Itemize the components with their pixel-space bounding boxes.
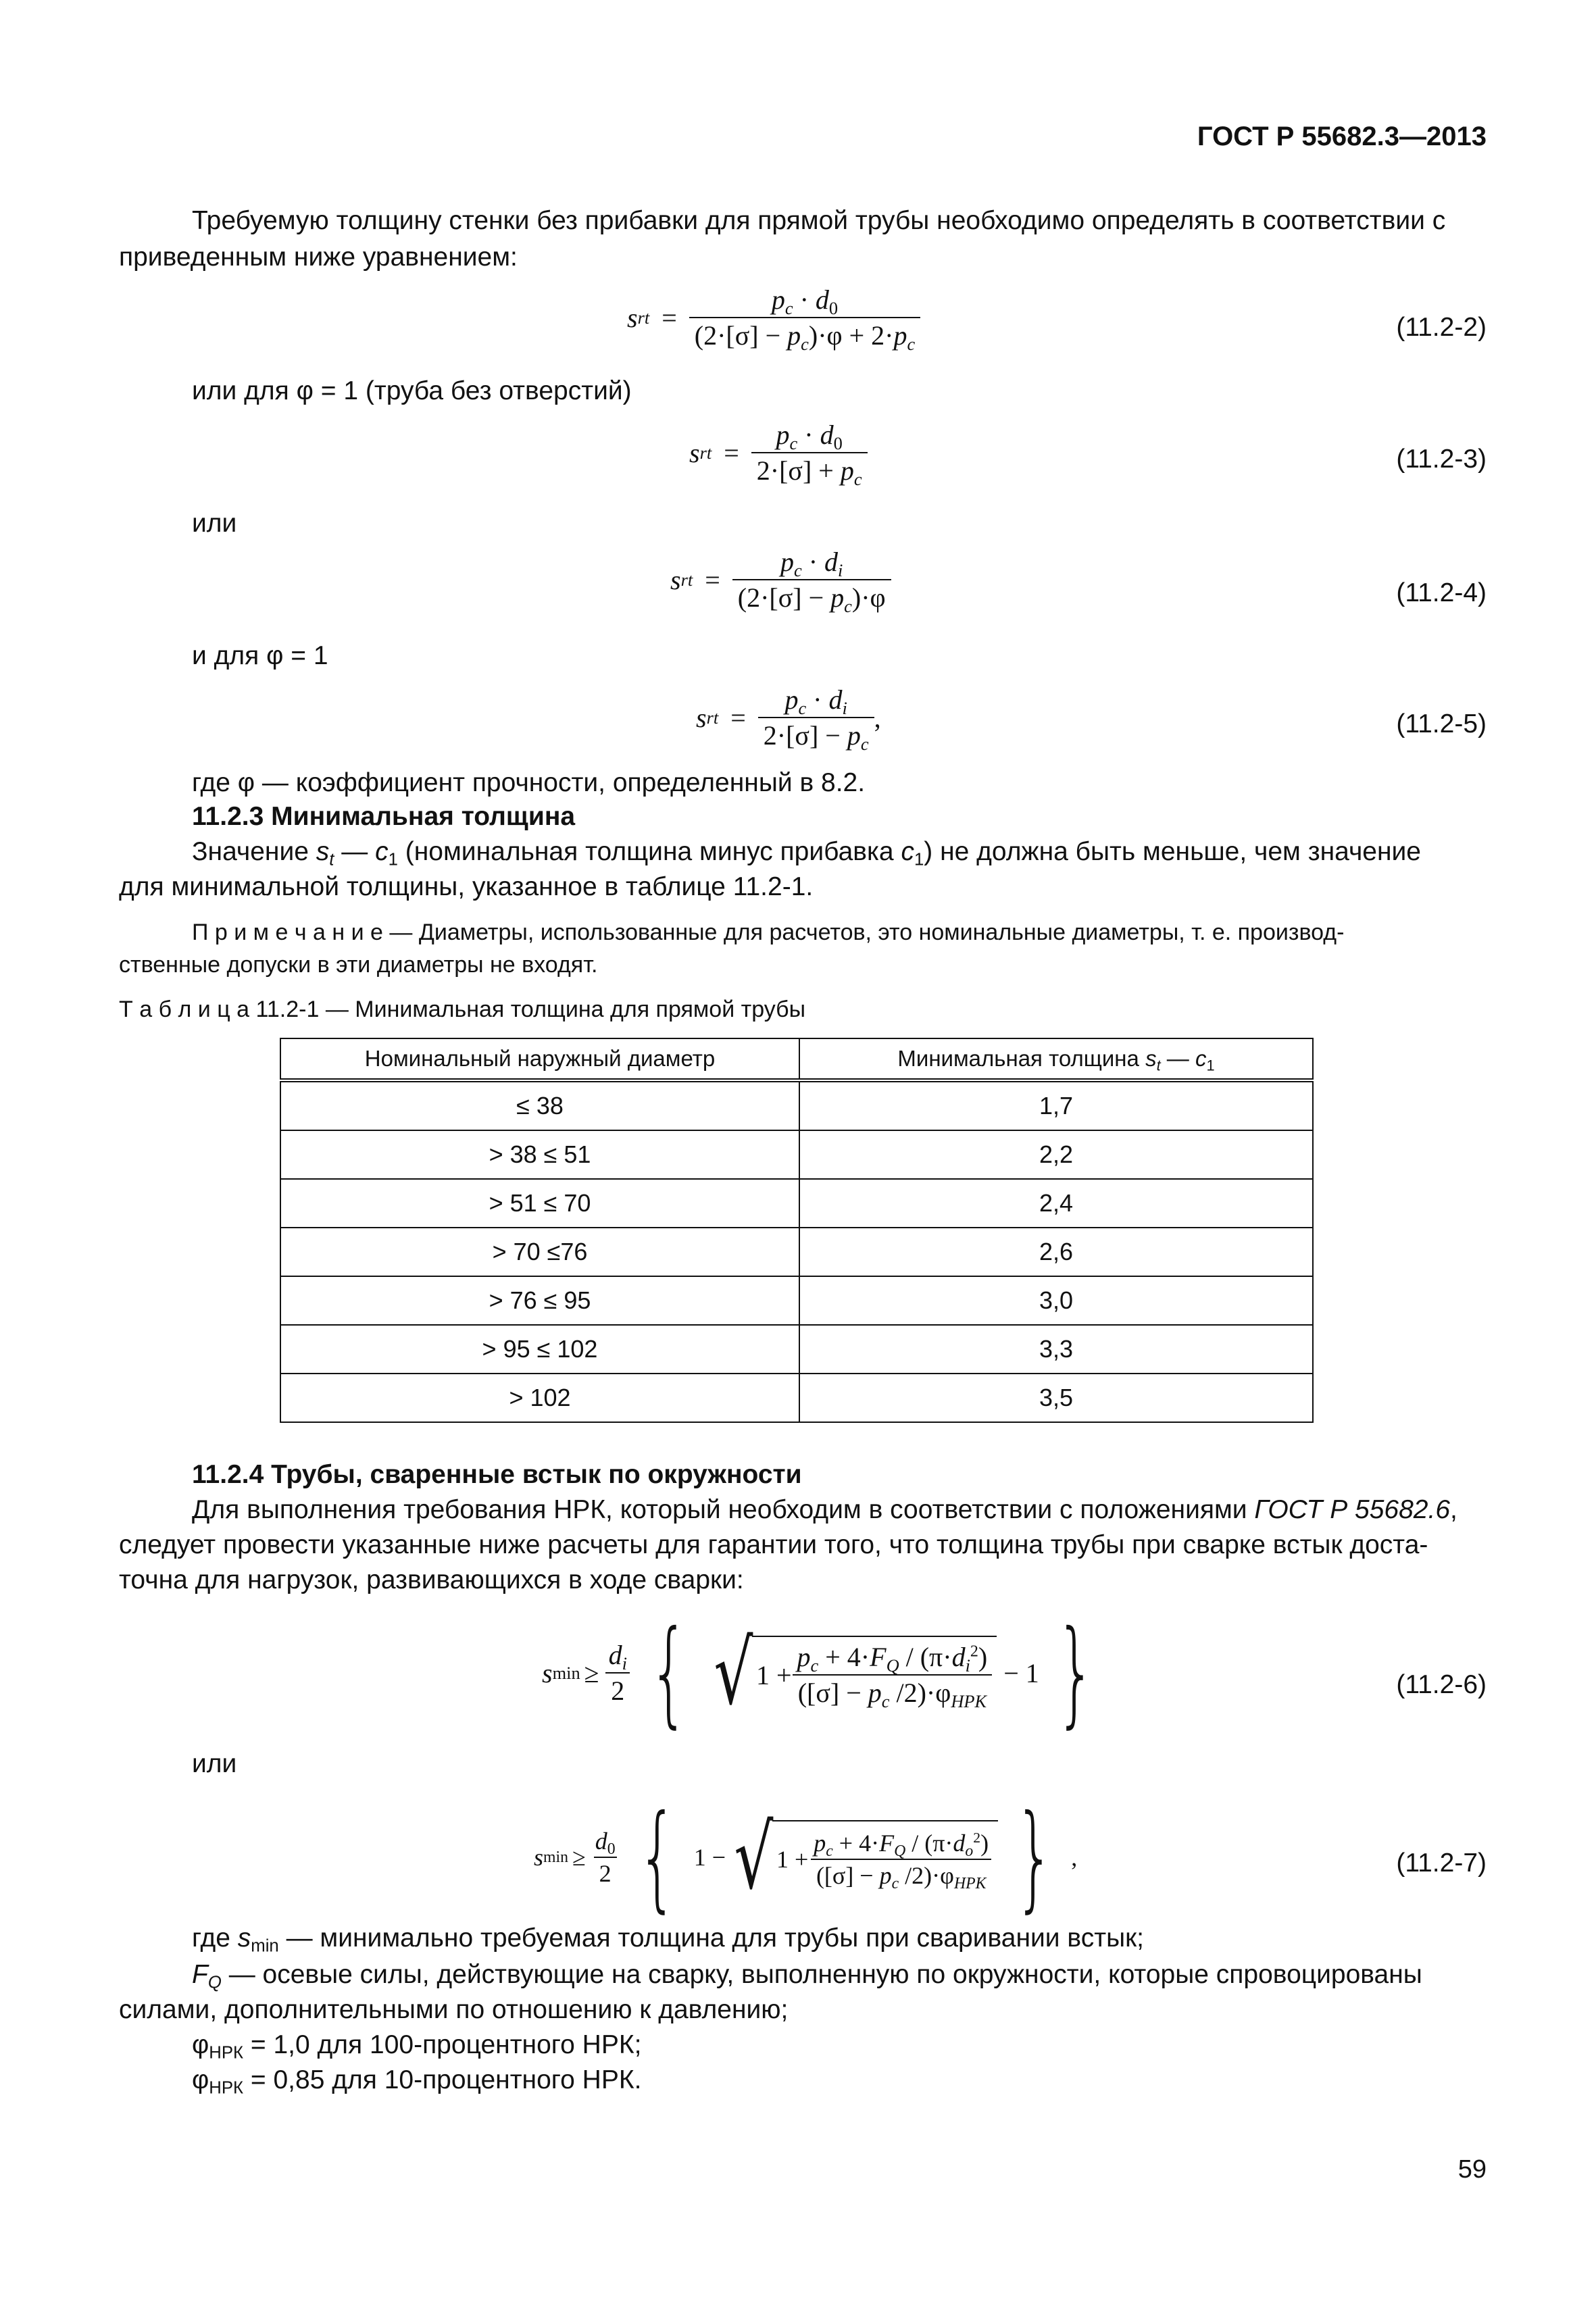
intro-line-2: приведенным ниже уравнением: [119, 243, 518, 272]
equation-number-11-2-2: (11.2-2) [1396, 313, 1487, 342]
definition-text: — минимально требуемая толщина для трубы при сваривании встык; [278, 1923, 1144, 1953]
formula-11-2-6: s min ≥ $\frac{d_i}{2}$ { √ 1 + $\frac{p_c + 4\cdot F_Q / (\pi\cdot d_i^2)}{([\sigma] - p_c /2)\cdot\varphi_{НРК}}$ − 1 } [542, 1606, 1096, 1740]
text-fragment: ) не должна быть меньше, чем значение [924, 837, 1421, 866]
equation-number-11-2-3: (11.2-3) [1396, 445, 1487, 474]
table-cell-diameter: > 76 ≤ 95 [280, 1276, 799, 1325]
formula-11-2-7: s min ≥ $\frac{d_0}{2}$ { 1 − √ 1 + $\frac{p_c + 4\cdot F_Q / (\pi\cdot d_o^2)}{([\sigma] - p_c /2)\cdot\varphi_{НРК}}$ } , [534, 1790, 1078, 1924]
min-thickness-table [280, 1038, 1314, 1423]
table-header-thickness-text: Минимальная толщина [897, 1046, 1146, 1071]
document-header: ГОСТ Р 55682.3—2013 [1197, 122, 1487, 151]
table-header-diameter: Номинальный наружный диаметр [280, 1038, 799, 1080]
table-caption [119, 993, 805, 1026]
table-row [280, 1325, 1313, 1374]
section-11-2-3-line-1: Значение $s_t$ — $c_1$ (номинальная толщина минус прибавка $c_1$) не должна быть меньше, чем значение [192, 837, 1421, 870]
definition-text: — осевые силы, действующие на сварку, выполненную по окружности, которые спровоцированы [221, 1960, 1422, 1989]
definition-phi-100: $\varphi_{НРК} = 1,0$ для 100-процентного НРК; [192, 2030, 642, 2063]
note-label: П р и м е ч а н и е [192, 920, 383, 945]
section-11-2-4-line-2: следует провести указанные ниже расчеты для гарантии того, что толщина трубы при сварке встык доста- [119, 1530, 1428, 1559]
text-fragment: , [1450, 1495, 1457, 1524]
table-header-thickness: Минимальная толщина $s_t$ — $c_1$ [799, 1038, 1313, 1080]
table-cell-thickness: 2,2 [799, 1130, 1313, 1179]
formula-11-2-3: s rt = $\frac{p_c \cdot d_0}{2\cdot[\sigma] + p_c}$ [689, 419, 868, 486]
note-text: — Диаметры, использованные для расчетов, это номинальные диаметры, т. е. производ- [382, 920, 1345, 945]
section-11-2-3-heading: 11.2.3 Минимальная толщина [192, 802, 576, 831]
table-caption-label: Т а б л и ц а [119, 997, 250, 1022]
definition-fq-line-2: силами, дополнительными по отношению к давлению; [119, 1995, 789, 2024]
note-line-2: ственные допуски в эти диаметры не входят. [119, 952, 598, 978]
intro-line-1: Требуемую толщину стенки без прибавки для прямой трубы необходимо определять в соответствии с [192, 206, 1446, 235]
text-fragment: (номинальная толщина минус прибавка [397, 837, 901, 866]
definition-smin: где $s_{min}$ — минимально требуемая толщина для трубы при сваривании встык; [192, 1923, 1144, 1956]
phi-equals-one-text: или для φ = 1 (труба без отверстий) [192, 376, 632, 405]
table-cell-thickness: 3,5 [799, 1374, 1313, 1422]
section-11-2-4-line-3: точна для нагрузок, развивающихся в ходе сварки: [119, 1565, 744, 1594]
definition-text: = 1,0 для 100-процентного НРК; [243, 2030, 642, 2059]
table-row [280, 1228, 1313, 1276]
table-cell-diameter: > 70 ≤76 [280, 1228, 799, 1276]
table-row [280, 1276, 1313, 1325]
table-cell-diameter: ≤ 38 [280, 1080, 799, 1130]
equation-number-11-2-6: (11.2-6) [1396, 1670, 1487, 1699]
definition-phi-10: $\varphi_{НРК} = 0,85$ для 10-процентного НРК. [192, 2065, 642, 2098]
table-cell-diameter: > 102 [280, 1374, 799, 1422]
table-cell-thickness: 2,4 [799, 1179, 1313, 1228]
standard-reference: ГОСТ Р 55682.6 [1254, 1495, 1451, 1524]
table-caption-text: 11.2-1 — Минимальная толщина для прямой трубы [249, 997, 806, 1022]
section-11-2-4-line-1 [192, 1492, 1457, 1528]
definition-fq-line-1: $F_Q$ — осевые силы, действующие на сварку, выполненную по окружности, которые спровоцированы [192, 1960, 1422, 1992]
note-line-1 [192, 916, 1344, 949]
equation-number-11-2-7: (11.2-7) [1396, 1848, 1487, 1878]
table-cell-diameter: > 95 ≤ 102 [280, 1325, 799, 1374]
table-cell-thickness: 2,6 [799, 1228, 1313, 1276]
where-phi-text: где φ — коэффициент прочности, определенный в 8.2. [192, 768, 866, 797]
formula-11-2-4: s rt = $\frac{p_c \cdot d_i}{(2\cdot[\sigma] - p_c)\cdot\varphi}$ [670, 546, 891, 613]
and-phi-one-text: и для φ = 1 [192, 641, 328, 670]
equation-number-11-2-5: (11.2-5) [1396, 709, 1487, 738]
definition-text: = 0,85 для 10-процентного НРК. [243, 2065, 642, 2094]
table-row [280, 1080, 1313, 1130]
equation-number-11-2-4: (11.2-4) [1396, 578, 1487, 607]
table-row [280, 1374, 1313, 1422]
table-cell-diameter: > 51 ≤ 70 [280, 1179, 799, 1228]
or-text-1: или [192, 509, 237, 538]
table-cell-thickness: 3,0 [799, 1276, 1313, 1325]
table-cell-thickness: 1,7 [799, 1080, 1313, 1130]
table-cell-thickness: 3,3 [799, 1325, 1313, 1374]
section-11-2-4-heading: 11.2.4 Трубы, сваренные встык по окружности [192, 1460, 802, 1489]
text-fragment: Значение [192, 837, 316, 866]
table-row [280, 1130, 1313, 1179]
page-number: 59 [1457, 2155, 1487, 2184]
table-cell-diameter: > 38 ≤ 51 [280, 1130, 799, 1179]
text-fragment: Для выполнения требования НРК, который необходим в соответствии с положениями [192, 1495, 1255, 1524]
section-11-2-3-line-2: для минимальной толщины, указанное в таблице 11.2-1. [119, 872, 814, 901]
formula-11-2-2: s rt = $\frac{p_c \cdot d_0}{(2\cdot[\sigma] - p_c)\cdot\varphi + 2\cdot p_c}$ [627, 284, 920, 351]
or-text-2: или [192, 1749, 237, 1778]
formula-11-2-5: s rt = $\frac{p_c \cdot d_i}{2\cdot[\sigma] - p_c}$ , [696, 684, 881, 754]
table-row [280, 1179, 1313, 1228]
